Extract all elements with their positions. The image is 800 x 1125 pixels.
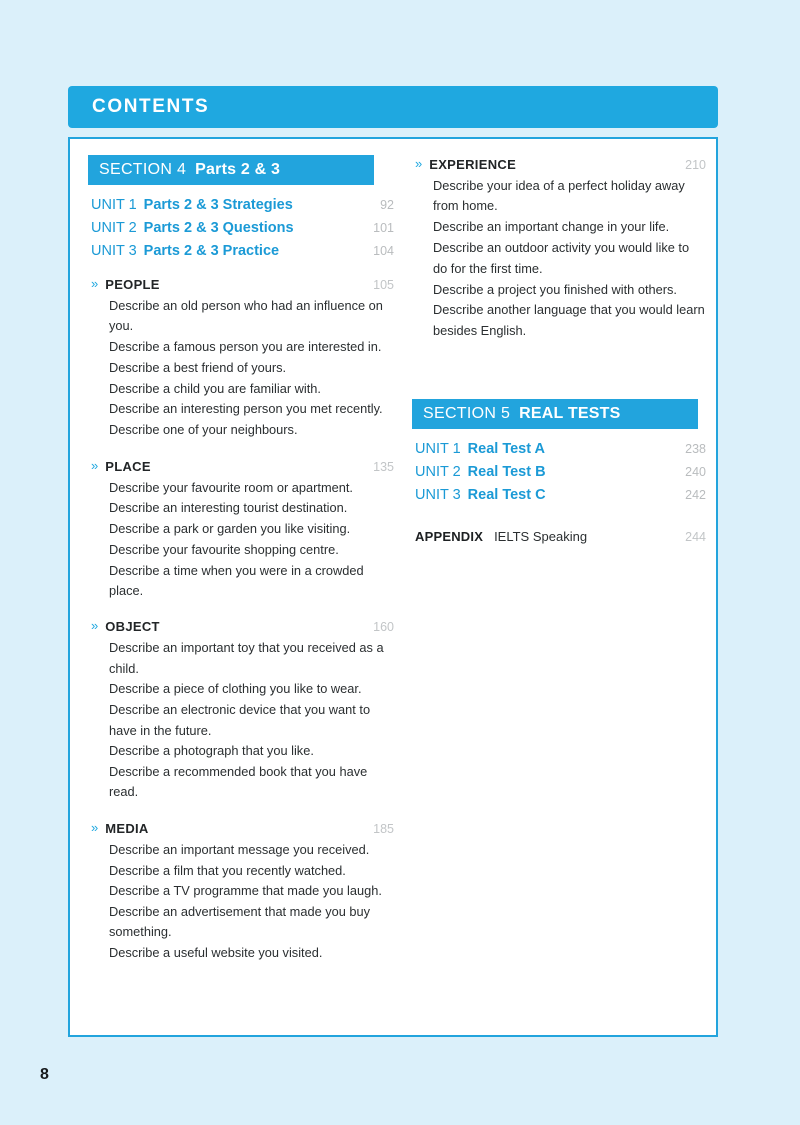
contents-header-bar: [68, 86, 718, 128]
list-item: Describe a photograph that you like.: [109, 743, 314, 759]
list-item: Describe a famous person you are interested in.: [109, 339, 382, 355]
folio-page-number: 8: [40, 1066, 49, 1083]
list-item: Describe one of your neighbours.: [109, 422, 298, 438]
section-banner-4-label: SECTION 4: [99, 161, 187, 178]
contents-columns: [70, 139, 716, 1035]
appendix-title: IELTS Speaking: [494, 529, 588, 545]
topic-page-number: 210: [685, 158, 706, 172]
unit-title: Parts 2 & 3 Questions: [143, 220, 294, 236]
list-item: Describe a park or garden you like visiting.: [109, 521, 351, 537]
section-banner-4: [88, 155, 374, 185]
unit-title: Real Test A: [467, 441, 546, 458]
left-column: [88, 155, 394, 1035]
unit-row[interactable]: [88, 197, 394, 213]
list-item: Describe an important message you received.: [109, 841, 370, 857]
list-item: Describe a time when you were in a crowded place.: [109, 562, 364, 599]
appendix-row[interactable]: [412, 529, 706, 544]
list-item: Describe an electronic device that you want to have in the future.: [109, 702, 371, 738]
double-chevron-icon: »: [91, 276, 98, 291]
list-item: Describe an advertisement that made you buy something.: [109, 904, 371, 940]
topic-group-experience: [412, 157, 706, 341]
topic-group-people: [88, 277, 394, 441]
topic-header[interactable]: [88, 277, 394, 292]
unit-number: UNIT 3: [415, 487, 461, 504]
double-chevron-icon: »: [91, 618, 98, 634]
unit-title: Real Test C: [467, 487, 546, 504]
topic-name: MEDIA: [105, 820, 149, 836]
list-item: Describe an old person who had an influence on you.: [109, 298, 383, 334]
topic-item-list: [88, 840, 394, 964]
unit-number: UNIT 2: [91, 220, 137, 236]
unit-page-number: 238: [685, 442, 706, 457]
double-chevron-icon: »: [91, 819, 98, 835]
list-item: Describe a recommended book that you have read.: [109, 764, 368, 800]
column-gap: [394, 155, 412, 1035]
unit-row[interactable]: [412, 441, 706, 457]
section-banner-4-name: Parts 2 & 3: [195, 161, 281, 178]
appendix-label: APPENDIX: [415, 529, 484, 545]
list-item: Describe a useful website you visited.: [109, 945, 323, 961]
unit-page-number: 104: [373, 244, 394, 258]
topic-item-list: [412, 176, 706, 341]
list-item: Describe a piece of clothing you like to wear.: [109, 681, 362, 697]
unit-title: Real Test B: [467, 464, 546, 481]
section-5-block: [412, 399, 706, 544]
topic-page-number: 105: [373, 278, 394, 292]
list-item: Describe your favourite shopping centre.: [109, 541, 339, 557]
list-item: Describe a best friend of yours.: [109, 359, 287, 375]
unit-page-number: 242: [685, 488, 706, 503]
unit-page-number: 240: [685, 465, 706, 480]
topic-item-list: [88, 296, 394, 441]
topic-group-object: [88, 619, 394, 802]
list-item: Describe an outdoor activity you would like to do for the first time.: [433, 240, 690, 276]
contents-panel: [68, 137, 718, 1037]
list-item: Describe an interesting tourist destination.: [109, 500, 348, 516]
list-item: Describe a child you are familiar with.: [109, 380, 321, 396]
page-title: CONTENTS: [92, 96, 210, 117]
unit-title: Parts 2 & 3 Practice: [143, 243, 280, 259]
list-item: Describe your favourite room or apartment.: [109, 479, 353, 495]
unit-row[interactable]: [88, 220, 394, 236]
topic-name: OBJECT: [105, 619, 160, 635]
unit-row[interactable]: [412, 487, 706, 503]
topic-page-number: 135: [373, 459, 394, 474]
unit-number: UNIT 3: [91, 243, 137, 259]
list-item: Describe an interesting person you met recently.: [109, 401, 383, 417]
double-chevron-icon: »: [415, 156, 422, 171]
list-item: Describe your idea of a perfect holiday away from home.: [433, 178, 685, 214]
list-item: Describe an important change in your life.: [433, 219, 670, 235]
topic-group-place: [88, 459, 394, 602]
right-column: [412, 155, 706, 1035]
unit-title: Parts 2 & 3 Strategies: [143, 197, 293, 213]
unit-number: UNIT 2: [415, 464, 461, 481]
topic-name: PLACE: [105, 458, 151, 474]
topic-page-number: 160: [373, 620, 394, 635]
topic-name: EXPERIENCE: [429, 157, 517, 172]
topic-header[interactable]: [88, 619, 394, 634]
topic-item-list: [88, 638, 394, 802]
topic-group-media: [88, 821, 394, 964]
section-banner-5: [412, 399, 698, 429]
double-chevron-icon: »: [91, 457, 98, 473]
section-banner-5-name: REAL TESTS: [519, 405, 621, 423]
topic-header[interactable]: [88, 821, 394, 836]
unit-number: UNIT 1: [415, 441, 461, 458]
section-banner-5-label: SECTION 5: [423, 405, 511, 423]
unit-number: UNIT 1: [91, 197, 137, 213]
list-item: Describe a TV programme that made you laugh.: [109, 883, 382, 899]
list-item: Describe a film that you recently watched.: [109, 862, 346, 878]
topic-item-list: [88, 478, 394, 602]
unit-page-number: 92: [380, 198, 394, 212]
topic-header[interactable]: [412, 157, 706, 172]
list-item: Describe an important toy that you received as a child.: [109, 640, 384, 676]
appendix-page-number: 244: [685, 530, 706, 545]
topic-header[interactable]: [88, 459, 394, 474]
unit-row[interactable]: [88, 243, 394, 259]
topic-name: PEOPLE: [105, 277, 160, 292]
list-item: Describe another language that you would learn besides English.: [433, 302, 705, 338]
list-item: Describe a project you finished with others.: [433, 281, 677, 297]
unit-page-number: 101: [373, 221, 394, 235]
topic-page-number: 185: [373, 821, 394, 836]
unit-row[interactable]: [412, 464, 706, 480]
